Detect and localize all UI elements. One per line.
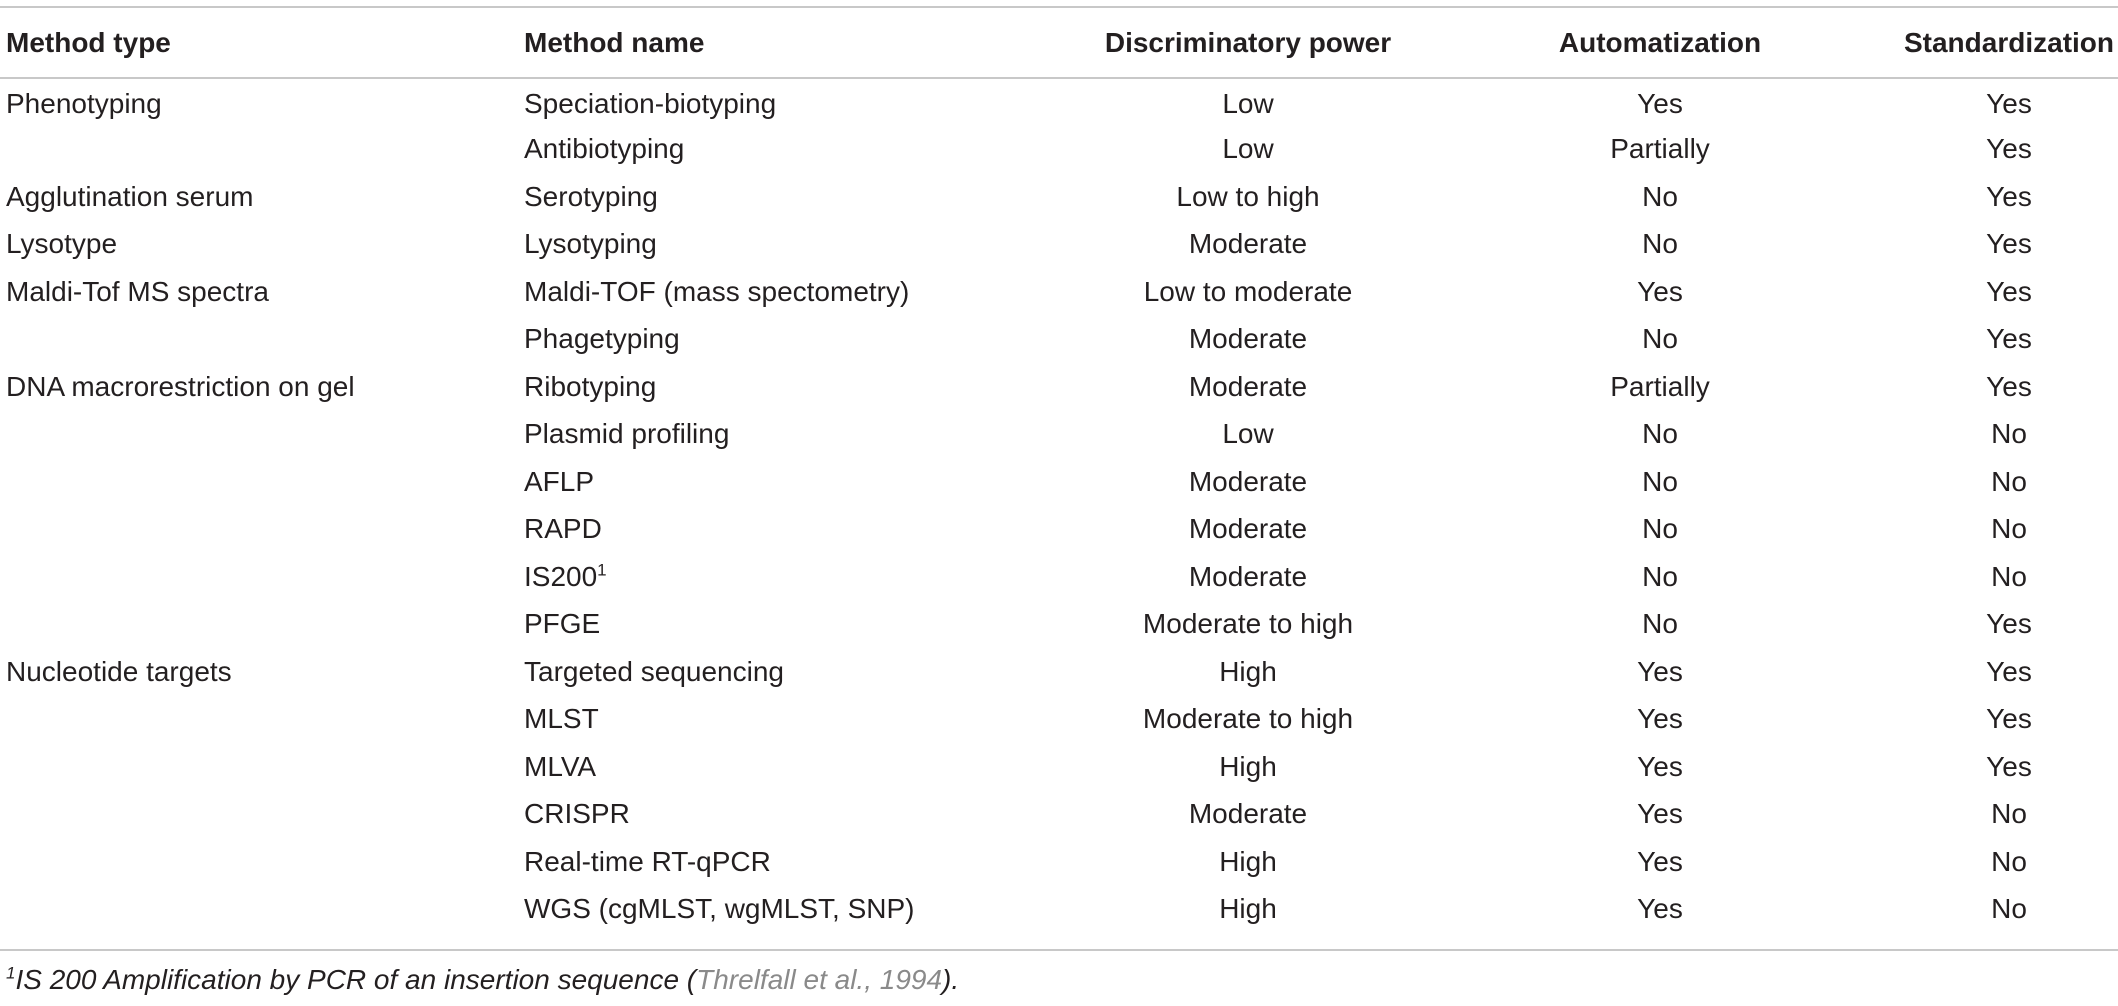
cell-method-name-text: Lysotyping [524, 228, 657, 260]
cell-method-type [0, 838, 524, 886]
cell-method-name-text: MLVA [524, 750, 597, 782]
cell-method-type [0, 743, 524, 791]
cell-automatization-text: No [1642, 608, 1678, 640]
table-row [0, 411, 2118, 459]
cell-standardization [1894, 458, 2118, 506]
cell-method-name [524, 743, 1070, 791]
cell-discriminatory-power-text: Low to moderate [1143, 275, 1353, 307]
header-automatization: Automatization [1558, 27, 1762, 58]
cell-method-type [0, 363, 524, 411]
cell-method-name [524, 363, 1070, 411]
cell-standardization [1894, 838, 2118, 886]
cell-method-name-text: WGS (cgMLST, wgMLST, SNP) [524, 893, 915, 925]
cell-method-name-text: Maldi-TOF (mass spectometry) [524, 275, 910, 307]
cell-discriminatory-power [1070, 886, 1426, 934]
cell-discriminatory-power [1070, 411, 1426, 459]
table-row [0, 316, 2118, 364]
cell-discriminatory-power [1070, 601, 1426, 649]
cell-automatization [1426, 648, 1894, 696]
cell-standardization-text: Yes [1986, 228, 2032, 260]
cell-automatization [1426, 696, 1894, 744]
cell-automatization [1426, 411, 1894, 459]
cell-standardization [1894, 78, 2118, 126]
cell-method-type [0, 696, 524, 744]
cell-discriminatory-power [1070, 506, 1426, 554]
cell-method-name-text: Ribotyping [524, 370, 657, 402]
table-row [0, 886, 2118, 934]
cell-method-type-text: Lysotype [6, 228, 118, 260]
cell-automatization [1426, 506, 1894, 554]
cell-automatization-text: Yes [1637, 798, 1683, 830]
table-row [0, 363, 2118, 411]
cell-automatization-text: No [1642, 418, 1678, 450]
cell-automatization [1426, 363, 1894, 411]
cell-method-type [0, 506, 524, 554]
cell-standardization-text: Yes [1986, 370, 2032, 402]
cell-automatization-text: No [1642, 228, 1678, 260]
cell-standardization [1894, 506, 2118, 554]
cell-method-type [0, 648, 524, 696]
cell-discriminatory-power-text: High [1219, 845, 1277, 877]
cell-discriminatory-power [1070, 458, 1426, 506]
cell-method-type [0, 458, 524, 506]
cell-method-name-text: Serotyping [524, 180, 658, 212]
table-row [0, 458, 2118, 506]
cell-discriminatory-power [1070, 268, 1426, 316]
cell-automatization-text: No [1642, 560, 1678, 592]
cell-standardization [1894, 363, 2118, 411]
table-row [0, 268, 2118, 316]
cell-automatization-text: Yes [1637, 87, 1683, 119]
cell-discriminatory-power [1070, 221, 1426, 269]
cell-standardization-text: No [1991, 465, 2027, 497]
cell-discriminatory-power [1070, 791, 1426, 839]
cell-method-name [524, 173, 1070, 221]
cell-automatization [1426, 743, 1894, 791]
cell-method-type [0, 173, 524, 221]
cell-automatization-text: No [1642, 323, 1678, 355]
cell-method-name-text: Real-time RT-qPCR [524, 845, 771, 877]
cell-discriminatory-power [1070, 696, 1426, 744]
cell-standardization [1894, 221, 2118, 269]
cell-method-name-text: IS200 [524, 560, 598, 592]
cell-automatization-text: Partially [1610, 370, 1710, 402]
cell-discriminatory-power-text: Moderate [1188, 323, 1308, 355]
cell-standardization [1894, 411, 2118, 459]
cell-method-name [524, 506, 1070, 554]
cell-discriminatory-power-text: Low to high [1176, 180, 1320, 212]
cell-discriminatory-power [1070, 173, 1426, 221]
cell-automatization-text: No [1642, 180, 1678, 212]
cell-automatization [1426, 268, 1894, 316]
table-row [0, 78, 2118, 126]
cell-standardization [1894, 316, 2118, 364]
cell-discriminatory-power-text: High [1219, 750, 1277, 782]
cell-method-name-text: MLST [524, 703, 599, 735]
cell-discriminatory-power-text: High [1219, 655, 1277, 687]
cell-automatization-text: Yes [1637, 750, 1683, 782]
cell-method-name [524, 791, 1070, 839]
cell-method-name-text: RAPD [524, 513, 602, 545]
table-row [0, 743, 2118, 791]
cell-method-type-text: Agglutination serum [6, 180, 254, 212]
cell-automatization [1426, 601, 1894, 649]
cell-automatization [1426, 458, 1894, 506]
cell-method-name [524, 696, 1070, 744]
cell-method-name [524, 268, 1070, 316]
cell-method-type-text: Maldi-Tof MS spectra [6, 275, 269, 307]
footnote-mark: 1 [6, 963, 16, 983]
cell-automatization-text: No [1642, 513, 1678, 545]
cell-method-name [524, 553, 1070, 601]
cell-automatization-text: Yes [1637, 655, 1683, 687]
cell-method-name-text: AFLP [524, 465, 595, 497]
footnote-citation-link[interactable]: Threlfall et al., 1994 [696, 964, 943, 995]
cell-standardization [1894, 601, 2118, 649]
cell-method-name [524, 221, 1070, 269]
cell-method-name-text: Plasmid profiling [524, 418, 730, 450]
cell-method-name [524, 316, 1070, 364]
cell-method-type [0, 791, 524, 839]
table-row [0, 648, 2118, 696]
cell-discriminatory-power-text: Moderate [1188, 798, 1308, 830]
cell-standardization [1894, 126, 2118, 174]
cell-discriminatory-power-text: Low [1222, 87, 1274, 119]
table-body [0, 78, 2118, 933]
cell-method-name [524, 838, 1070, 886]
cell-automatization-text: Yes [1637, 703, 1683, 735]
cell-method-name-text: Targeted sequencing [524, 655, 784, 687]
cell-standardization [1894, 791, 2118, 839]
table-row [0, 838, 2118, 886]
cell-automatization-text: Yes [1637, 893, 1683, 925]
cell-method-name-text: Phagetyping [524, 323, 680, 355]
table-row [0, 506, 2118, 554]
cell-method-name-text: CRISPR [524, 798, 630, 830]
cell-standardization-text: Yes [1986, 133, 2032, 165]
cell-standardization [1894, 743, 2118, 791]
cell-method-type [0, 78, 524, 126]
header-bottom-rule [0, 77, 2118, 79]
cell-discriminatory-power [1070, 78, 1426, 126]
footnote-reference[interactable]: 1 [597, 560, 607, 580]
cell-standardization-text: Yes [1986, 275, 2032, 307]
cell-discriminatory-power [1070, 838, 1426, 886]
cell-discriminatory-power-text: Low [1222, 133, 1274, 165]
table-footnote [6, 964, 959, 996]
cell-method-type [0, 126, 524, 174]
cell-automatization [1426, 838, 1894, 886]
cell-standardization [1894, 648, 2118, 696]
header-standardization: Standardization [1903, 27, 2114, 58]
cell-method-type-text: DNA macrorestriction on gel [6, 370, 355, 402]
cell-method-type [0, 316, 524, 364]
cell-automatization [1426, 316, 1894, 364]
cell-discriminatory-power-text: Moderate [1188, 513, 1308, 545]
table-row [0, 126, 2118, 174]
cell-discriminatory-power-text: Moderate [1188, 560, 1308, 592]
header-discriminatory-power: Discriminatory power [1104, 27, 1392, 58]
cell-method-type [0, 268, 524, 316]
cell-standardization-text: No [1991, 893, 2027, 925]
cell-method-name [524, 78, 1070, 126]
cell-standardization [1894, 173, 2118, 221]
cell-automatization-text: No [1642, 465, 1678, 497]
cell-automatization [1426, 553, 1894, 601]
cell-standardization-text: No [1991, 560, 2027, 592]
cell-discriminatory-power-text: High [1219, 893, 1277, 925]
cell-standardization-text: Yes [1986, 87, 2032, 119]
cell-method-name [524, 458, 1070, 506]
cell-standardization [1894, 696, 2118, 744]
cell-method-name-text: Speciation-biotyping [524, 87, 777, 119]
header-method-name: Method name [524, 27, 705, 58]
table-row [0, 601, 2118, 649]
cell-method-type-text: Phenotyping [6, 87, 162, 119]
cell-automatization [1426, 126, 1894, 174]
table-row [0, 221, 2118, 269]
table-row [0, 173, 2118, 221]
cell-discriminatory-power [1070, 553, 1426, 601]
cell-automatization [1426, 78, 1894, 126]
cell-method-type [0, 601, 524, 649]
cell-method-type-text: Nucleotide targets [6, 655, 232, 687]
cell-standardization-text: Yes [1986, 323, 2032, 355]
cell-automatization-text: Partially [1610, 133, 1710, 165]
cell-method-name [524, 601, 1070, 649]
cell-automatization [1426, 791, 1894, 839]
cell-discriminatory-power-text: Moderate [1188, 370, 1308, 402]
cell-standardization-text: No [1991, 418, 2027, 450]
cell-discriminatory-power-text: Moderate [1188, 228, 1308, 260]
cell-method-type [0, 221, 524, 269]
table-row [0, 791, 2118, 839]
cell-automatization [1426, 221, 1894, 269]
cell-standardization-text: Yes [1986, 750, 2032, 782]
cell-standardization-text: No [1991, 798, 2027, 830]
cell-standardization [1894, 268, 2118, 316]
cell-automatization [1426, 173, 1894, 221]
table-row [0, 553, 2118, 601]
cell-method-type [0, 411, 524, 459]
cell-standardization-text: Yes [1986, 608, 2032, 640]
cell-method-type [0, 553, 524, 601]
cell-method-name [524, 126, 1070, 174]
cell-discriminatory-power-text: Moderate to high [1142, 703, 1354, 735]
cell-automatization-text: Yes [1637, 275, 1683, 307]
cell-discriminatory-power-text: Moderate [1188, 465, 1308, 497]
cell-standardization-text: No [1991, 513, 2027, 545]
cell-standardization-text: Yes [1986, 655, 2032, 687]
cell-discriminatory-power [1070, 316, 1426, 364]
cell-standardization [1894, 553, 2118, 601]
cell-discriminatory-power-text: Low [1222, 418, 1274, 450]
typing-methods-table [0, 8, 2118, 933]
table-bottom-rule [0, 949, 2118, 951]
cell-method-type [0, 886, 524, 934]
cell-method-name-text: Antibiotyping [524, 133, 685, 165]
cell-discriminatory-power [1070, 126, 1426, 174]
header-method-type: Method type [6, 27, 171, 58]
cell-discriminatory-power-text: Moderate to high [1142, 608, 1354, 640]
footnote-text: IS 200 Amplification by PCR of an insertion sequence ( [15, 964, 697, 995]
cell-discriminatory-power [1070, 743, 1426, 791]
footnote-closing: ). [942, 964, 960, 995]
cell-standardization-text: Yes [1986, 180, 2032, 212]
cell-standardization-text: No [1991, 845, 2027, 877]
cell-method-name [524, 411, 1070, 459]
cell-method-name [524, 886, 1070, 934]
table-row [0, 696, 2118, 744]
cell-discriminatory-power [1070, 363, 1426, 411]
cell-method-name [524, 648, 1070, 696]
cell-standardization-text: Yes [1986, 703, 2032, 735]
cell-method-name-text: PFGE [524, 608, 601, 640]
cell-standardization [1894, 886, 2118, 934]
cell-automatization [1426, 886, 1894, 934]
cell-automatization-text: Yes [1637, 845, 1683, 877]
cell-discriminatory-power [1070, 648, 1426, 696]
table-header-row [0, 8, 2118, 78]
